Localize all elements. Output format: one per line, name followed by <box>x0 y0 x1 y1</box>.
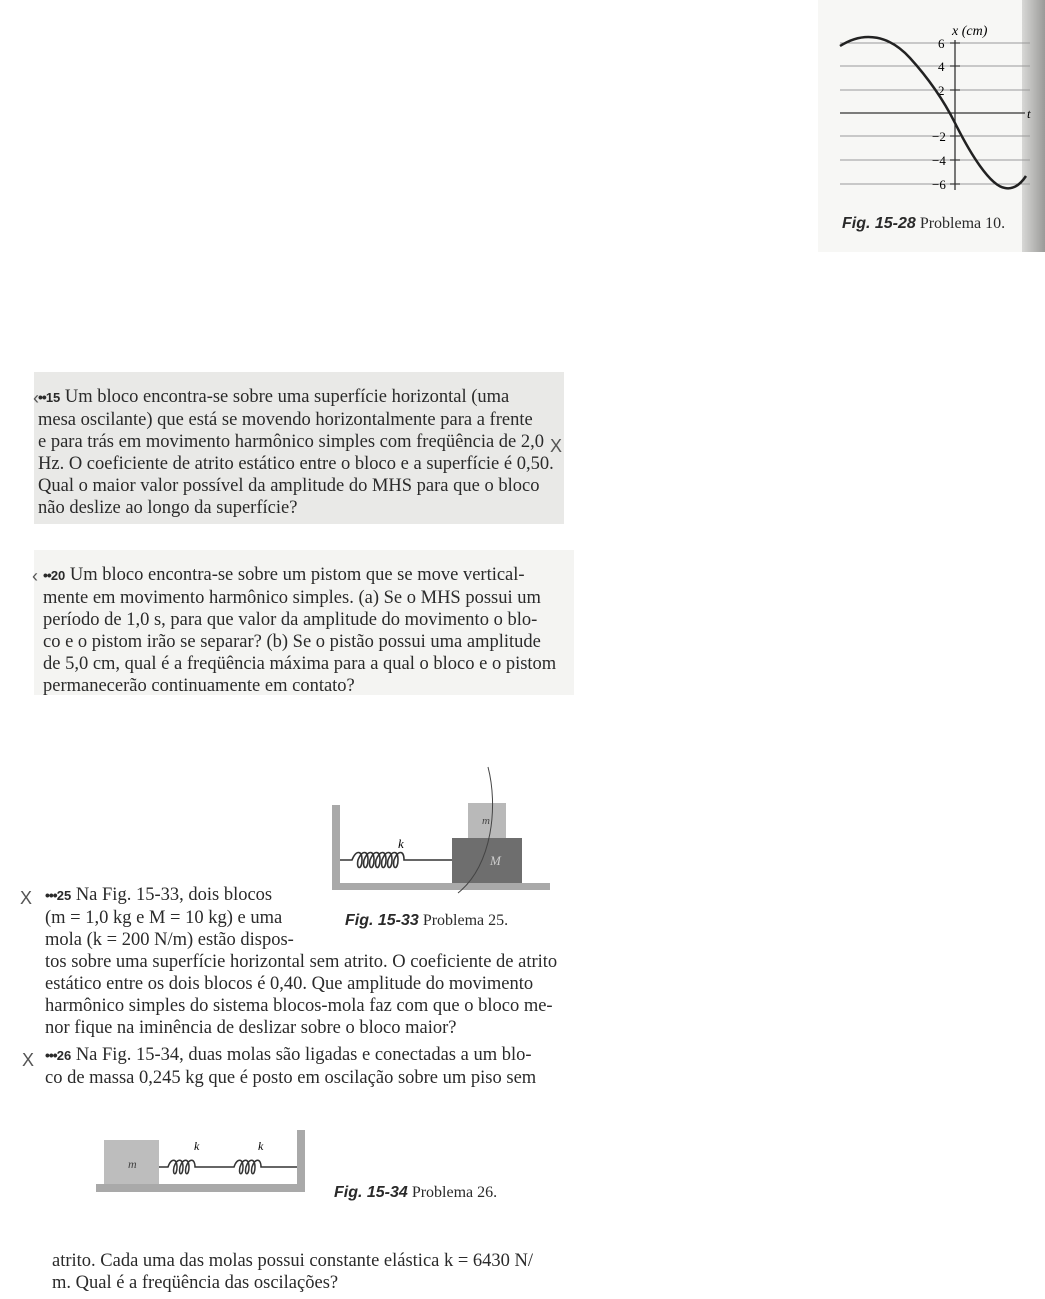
problem-25-difficulty: ••• <box>45 887 57 903</box>
problem-25-text-1: Na Fig. 15-33, dois blocos <box>75 885 273 905</box>
problem-15-line-4: Hz. O coeficiente de atrito estático entre o bloco e a superfície é 0,50. <box>38 454 554 474</box>
problem-15-tick-mark: ‹ <box>33 388 39 408</box>
problem-25-line-1 <box>45 884 560 907</box>
problem-26-x-mark: X <box>22 1050 35 1070</box>
problem-26-line-2: co de massa 0,245 kg que é posto em oscilação sobre um piso sem <box>45 1068 537 1088</box>
problem-20-line-5: de 5,0 cm, qual é a freqüência máxima para a qual o bloco e o pistom <box>43 654 557 674</box>
problem-25-line-5: estático entre os dois blocos é 0,40. Que amplitude do movimento <box>45 974 534 994</box>
problem-15-line-3: e para trás em movimento harmônico simples com freqüência de 2,0 <box>38 432 545 452</box>
problem-25-line-2: (m = 1,0 kg e M = 10 kg) e uma <box>45 908 283 928</box>
tick-label-neg2: −2 <box>932 129 946 144</box>
problem-20-line-4: co e o pistom irão se separar? (b) Se o pistão possui uma amplitude <box>43 632 541 652</box>
problem-20 <box>43 564 563 697</box>
problem-20-tick-mark: ‹ <box>32 566 38 586</box>
problem-15-line-5: Qual o maior valor possível da amplitude do MHS para que o bloco <box>38 476 540 496</box>
fig-15-28-graph <box>830 18 1045 218</box>
fig-15-34-caption <box>334 1184 497 1202</box>
problem-20-line-2: mente em movimento harmônico simples. (a) Se o MHS possui um <box>43 588 541 608</box>
fig-15-34-spring-2 <box>224 1160 297 1174</box>
fig-15-33-caption-label: Fig. 15-33 <box>345 912 419 929</box>
fig-15-28-caption <box>842 215 1005 233</box>
tick-label-6: 6 <box>938 36 945 51</box>
fig-15-34-spring-1 <box>159 1160 224 1174</box>
problem-26-line-4: m. Qual é a freqüência das oscilações? <box>52 1273 339 1293</box>
problem-20-line-6: permanecerão continuamente em contato? <box>43 676 355 696</box>
problem-26-line-1 <box>45 1044 560 1067</box>
t-axis-label: t <box>1027 106 1031 121</box>
fig-15-33-spring <box>340 853 452 868</box>
problem-15-difficulty: •• <box>38 389 46 405</box>
fig-15-33-block-M-label: M <box>490 853 501 868</box>
problem-15-line-6: não deslize ao longo da superfície? <box>38 498 298 518</box>
problem-15-text-1: Um bloco encontra-se sobre uma superfície horizontal (uma <box>64 387 510 407</box>
fig-15-33-spring-label: k <box>398 836 404 851</box>
problem-25-line-3: mola (k = 200 N/m) estão dispos- <box>45 930 294 950</box>
problem-26-bottom <box>52 1250 567 1294</box>
fig-15-33-caption-text: Problema 25. <box>422 912 509 929</box>
tick-label-neg6: −6 <box>932 177 946 192</box>
problem-25-number: 25 <box>56 888 72 903</box>
problem-25 <box>45 884 560 1039</box>
problem-26-number: 26 <box>56 1048 72 1063</box>
problem-20-line-3: período de 1,0 s, para que valor da amplitude do movimento o blo- <box>43 610 538 630</box>
fig-15-34-spring-2-label: k <box>258 1139 264 1153</box>
fig-15-33-block-m-label: m <box>482 815 490 827</box>
problem-25-line-4: tos sobre uma superfície horizontal sem atrito. O coeficiente de atrito <box>45 952 558 972</box>
tick-label-neg4: −4 <box>932 153 946 168</box>
problem-26-line-3: atrito. Cada uma das molas possui constante elástica k = 6430 N/ <box>52 1251 534 1271</box>
fig-15-28-caption-text: Problema 10. <box>919 215 1006 232</box>
x-axis-label: x (cm) <box>952 24 988 39</box>
problem-20-difficulty: •• <box>43 567 51 583</box>
problem-15-x-mark: X <box>550 436 563 456</box>
fig-15-34-caption-text: Problema 26. <box>411 1184 498 1201</box>
problem-26-difficulty: ••• <box>45 1047 57 1063</box>
problem-25-line-7: nor fique na iminência de deslizar sobre o bloco maior? <box>45 1018 457 1038</box>
problem-20-number: 20 <box>50 568 66 583</box>
fig-15-34-diagram <box>90 1122 315 1207</box>
problem-20-text-1: Um bloco encontra-se sobre um pistom que se move vertical- <box>69 565 525 585</box>
fig-15-28-caption-label: Fig. 15-28 <box>842 215 916 232</box>
fig-15-34-caption-label: Fig. 15-34 <box>334 1184 408 1201</box>
problem-15 <box>38 386 554 519</box>
fig-15-34-block-m-label: m <box>128 1157 137 1171</box>
problem-25-line-6: harmônico simples do sistema blocos-mola faz com que o bloco me- <box>45 996 553 1016</box>
problem-20-line-1 <box>43 564 563 587</box>
tick-label-4: 4 <box>938 59 945 74</box>
problem-26-text-1: Na Fig. 15-34, duas molas são ligadas e conectadas a um blo- <box>75 1045 532 1065</box>
problem-25-x-mark: X <box>20 888 33 908</box>
problem-15-line-2: mesa oscilante) que está se movendo horizontalmente para a frente <box>38 410 533 430</box>
problem-15-line-1 <box>38 386 546 409</box>
problem-26-top <box>45 1044 560 1089</box>
problem-15-number: 15 <box>45 390 61 405</box>
fig-15-34-spring-1-label: k <box>194 1139 200 1153</box>
tick-label-2: 2 <box>938 83 945 98</box>
